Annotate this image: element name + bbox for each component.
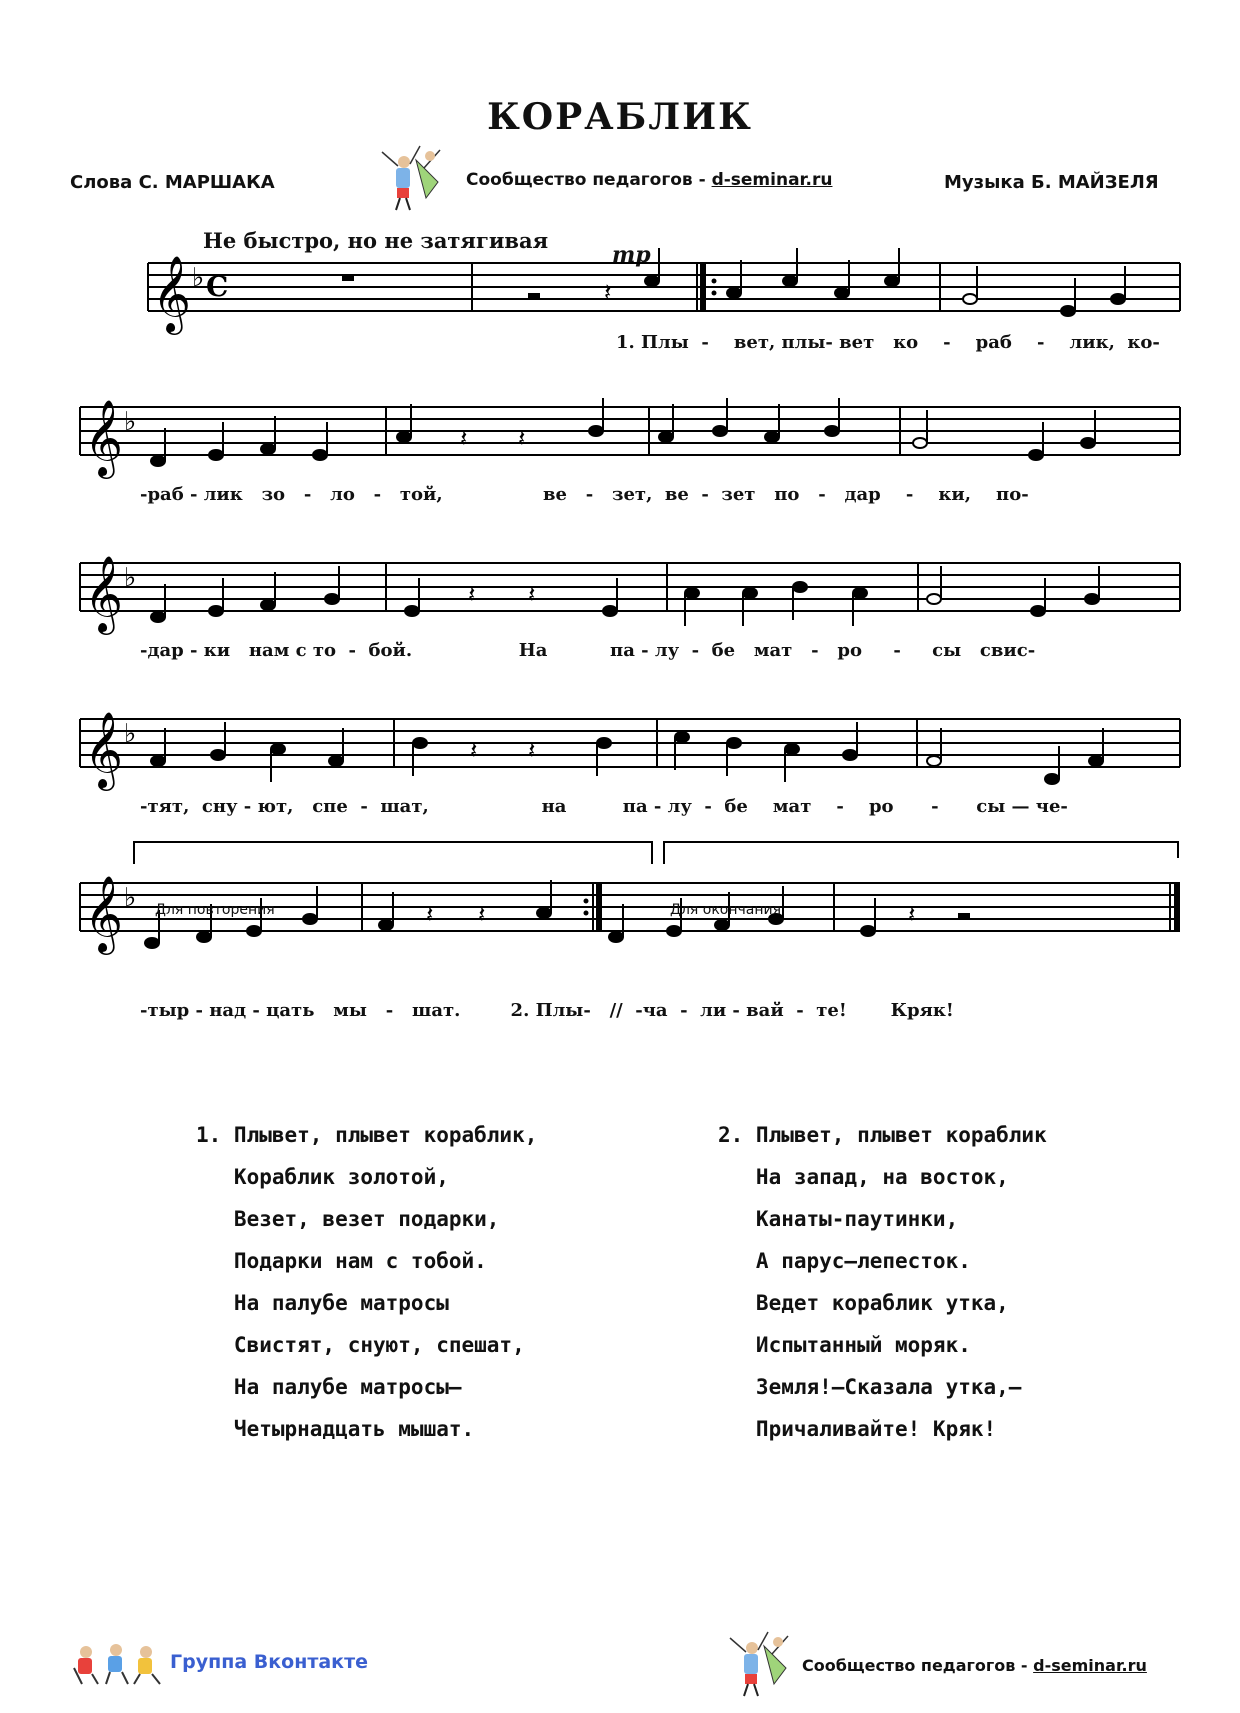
community-link[interactable]: d-seminar.ru [711, 170, 833, 190]
svg-text:𝄽: 𝄽 [460, 424, 468, 452]
staff-system-3 [72, 548, 1192, 638]
common-time-icon: C [206, 270, 229, 303]
dynamic-marking: mp [612, 242, 651, 268]
verse-2 [718, 1114, 1047, 1450]
verse-1-line: На палубе матросы [196, 1291, 449, 1315]
treble-clef-icon: 𝄞 [152, 255, 192, 332]
staff-system-4 [72, 704, 1192, 794]
svg-text:𝄽: 𝄽 [528, 580, 536, 608]
tempo-marking: Не быстро, но не затягивая [203, 228, 549, 253]
lyricist-credit: Слова С. МАРШАКА [70, 172, 275, 193]
verse-1-line: На палубе матросы— [196, 1375, 462, 1399]
verse-2-line: Канаты-паутинки, [718, 1207, 959, 1231]
svg-text:♭: ♭ [124, 407, 137, 437]
flat-icon: ♭ [192, 263, 205, 293]
svg-text:𝄽: 𝄽 [908, 900, 916, 928]
svg-text:𝄽: 𝄽 [468, 580, 476, 608]
verse-2-line: Земля!—Сказала утка,— [718, 1375, 1022, 1399]
lyrics-line-1: 1. Плы - вет, плы- вет ко - раб - лик, ко- [616, 332, 1160, 353]
verse-2-line: 2. Плывет, плывет кораблик [718, 1123, 1047, 1147]
lyrics-line-2: -раб - лик зо - ло - той, ве - зет, ве - зет по - дар - ки, по- [140, 484, 1029, 505]
svg-text:𝄽: 𝄽 [470, 736, 478, 764]
verse-2-line: А парус—лепесток. [718, 1249, 971, 1273]
staff-system-5 [72, 838, 1192, 958]
vk-group-link[interactable]: Группа Вконтакте [170, 1651, 368, 1673]
svg-text:𝄞: 𝄞 [84, 875, 124, 952]
svg-text:𝄞: 𝄞 [84, 399, 124, 476]
verse-1-line: Четырнадцать мышат. [196, 1417, 475, 1441]
vk-kids-icon[interactable] [70, 1638, 166, 1688]
verse-2-line: Причаливайте! Кряк! [718, 1417, 997, 1441]
svg-text:𝄽: 𝄽 [478, 900, 486, 928]
kids-logo-icon [728, 1628, 798, 1700]
verse-2-line: На запад, на восток, [718, 1165, 1009, 1189]
verse-1-line: Подарки нам с тобой. [196, 1249, 487, 1273]
verse-1-line: 1. Плывет, плывет кораблик, [196, 1123, 538, 1147]
lyrics-line-3: -дар - ки нам с то - бой. На па - лу - бе мат - ро - сы свис- [140, 640, 1036, 661]
volta-2-label: Для окончания [670, 902, 782, 918]
verse-2-line: Ведет кораблик утка, [718, 1291, 1009, 1315]
footer-community-text: Сообщество педагогов - [802, 1656, 1034, 1675]
verse-1 [196, 1114, 537, 1450]
staff-system-2 [72, 392, 1192, 482]
svg-text:𝄽: 𝄽 [528, 736, 536, 764]
footer-community-link[interactable]: d-seminar.ru [1033, 1656, 1147, 1675]
svg-text:𝄞: 𝄞 [84, 711, 124, 788]
verse-1-line: Кораблик золотой, [196, 1165, 449, 1189]
svg-text:𝄞: 𝄞 [84, 555, 124, 632]
community-credit [466, 170, 832, 190]
footer-community-credit [802, 1656, 1147, 1675]
lyrics-line-5: -тыр - над - цать мы - шат. 2. Плы- // -ча - ли - вай - те! Кряк! [140, 1000, 954, 1021]
svg-text:♭: ♭ [124, 563, 137, 593]
svg-text:♭: ♭ [124, 719, 137, 749]
svg-text:𝄽: 𝄽 [426, 900, 434, 928]
song-title: КОРАБЛИК [487, 96, 753, 138]
volta-1-label: Для повторения [155, 902, 275, 918]
composer-credit: Музыка Б. МАЙЗЕЛЯ [944, 172, 1159, 193]
svg-text:♭: ♭ [124, 883, 137, 913]
verse-1-line: Везет, везет подарки, [196, 1207, 500, 1231]
verse-1-line: Свистят, снуют, спешат, [196, 1333, 525, 1357]
lyrics-line-4: -тят, сну - ют, спе - шат, на па - лу - бе мат - ро - сы — че- [140, 796, 1068, 817]
staff-system-1 [130, 248, 1190, 338]
svg-text:𝄽: 𝄽 [604, 278, 612, 306]
verse-2-line: Испытанный моряк. [718, 1333, 971, 1357]
kids-logo-icon [380, 142, 450, 214]
community-text: Сообщество педагогов - [466, 170, 712, 190]
svg-text:𝄽: 𝄽 [518, 424, 526, 452]
